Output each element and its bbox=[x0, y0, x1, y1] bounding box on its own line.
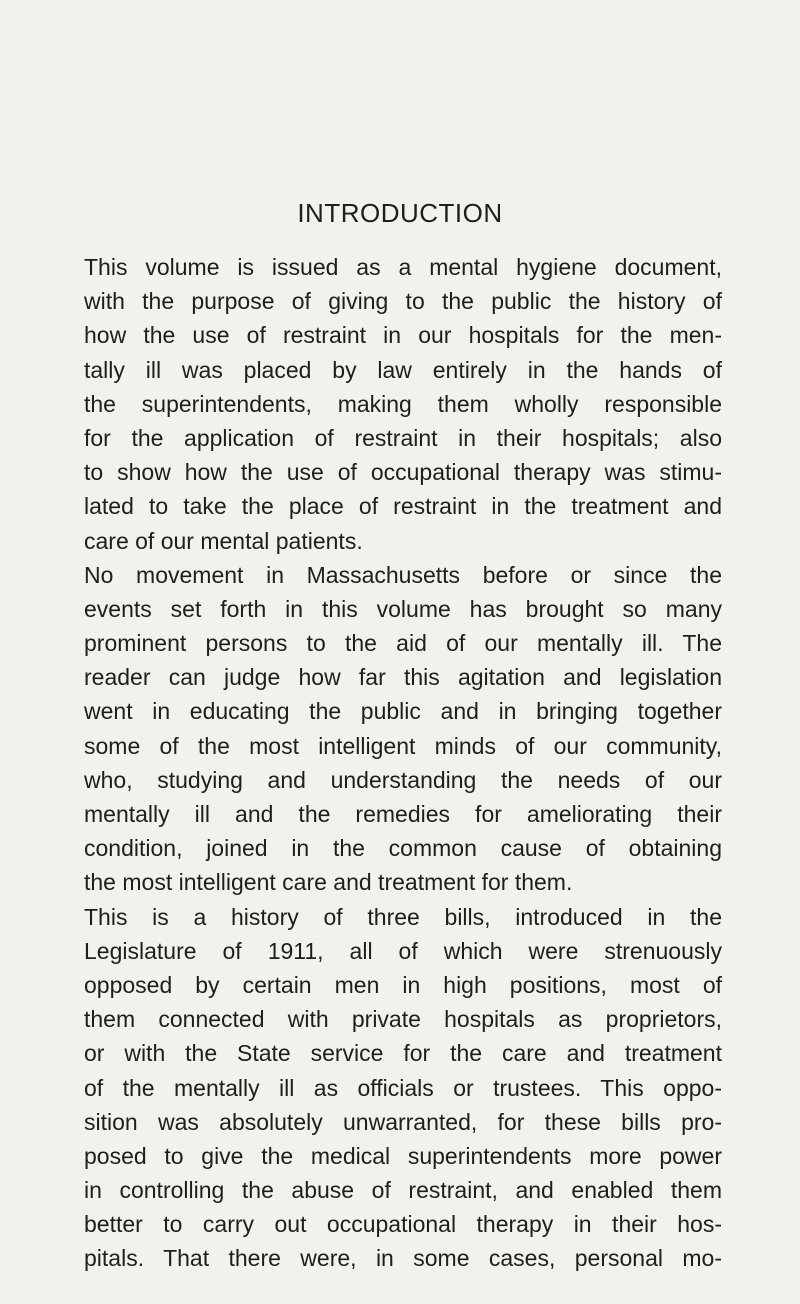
text-line: the most intelligent care and treatment for them. bbox=[84, 869, 573, 896]
text-line: went in educating the public and in bringing together bbox=[84, 698, 722, 725]
text-line: in controlling the abuse of restraint, and enabled them bbox=[84, 1177, 722, 1204]
chapter-heading: INTRODUCTION bbox=[297, 198, 503, 228]
text-line: posed to give the medical superintendents more power bbox=[84, 1142, 722, 1169]
text-line: pitals. That there were, in some cases, personal mo- bbox=[84, 1245, 722, 1272]
text-line: the superintendents, making them wholly responsible bbox=[84, 390, 722, 417]
text-line: condition, joined in the common cause of obtaining bbox=[84, 835, 722, 862]
text-line: tally ill was placed by law entirely in the hands of bbox=[84, 356, 722, 383]
text-line: events set forth in this volume has brought so many bbox=[84, 595, 722, 622]
body-text bbox=[84, 250, 722, 1276]
text-line: reader can judge how far this agitation and legislation bbox=[84, 664, 722, 691]
text-line: This is a history of three bills, introduced in the bbox=[84, 903, 722, 930]
text-line: for the application of restraint in their hospitals; also bbox=[84, 424, 722, 451]
text-line: No movement in Massachusetts before or since the bbox=[84, 561, 722, 588]
text-line: lated to take the place of restraint in the treatment and bbox=[84, 493, 722, 520]
text-line: Legislature of 1911, all of which were strenuously bbox=[84, 937, 722, 964]
text-line: care of our mental patients. bbox=[84, 527, 363, 554]
text-line: or with the State service for the care and treatment bbox=[84, 1040, 722, 1067]
text-line: opposed by certain men in high positions, most of bbox=[84, 971, 722, 998]
text-line: to show how the use of occupational therapy was stimu- bbox=[84, 459, 722, 486]
text-line: how the use of restraint in our hospitals for the men- bbox=[84, 322, 722, 349]
text-line: them connected with private hospitals as proprietors, bbox=[84, 1006, 722, 1033]
text-line: prominent persons to the aid of our mentally ill. The bbox=[84, 630, 722, 657]
text-line: This volume is issued as a mental hygiene document, bbox=[84, 254, 722, 280]
text-line: with the purpose of giving to the public the history of bbox=[84, 288, 722, 315]
text-line: mentally ill and the remedies for ameliorating their bbox=[84, 801, 722, 827]
text-line: of the mentally ill as officials or trustees. This oppo- bbox=[84, 1074, 722, 1101]
text-line: sition was absolutely unwarranted, for these bills pro- bbox=[84, 1108, 722, 1135]
text-line: who, studying and understanding the needs of our bbox=[84, 766, 722, 793]
text-line: some of the most intelligent minds of our community, bbox=[84, 732, 722, 759]
text-line: better to carry out occupational therapy in their hos- bbox=[84, 1211, 722, 1238]
